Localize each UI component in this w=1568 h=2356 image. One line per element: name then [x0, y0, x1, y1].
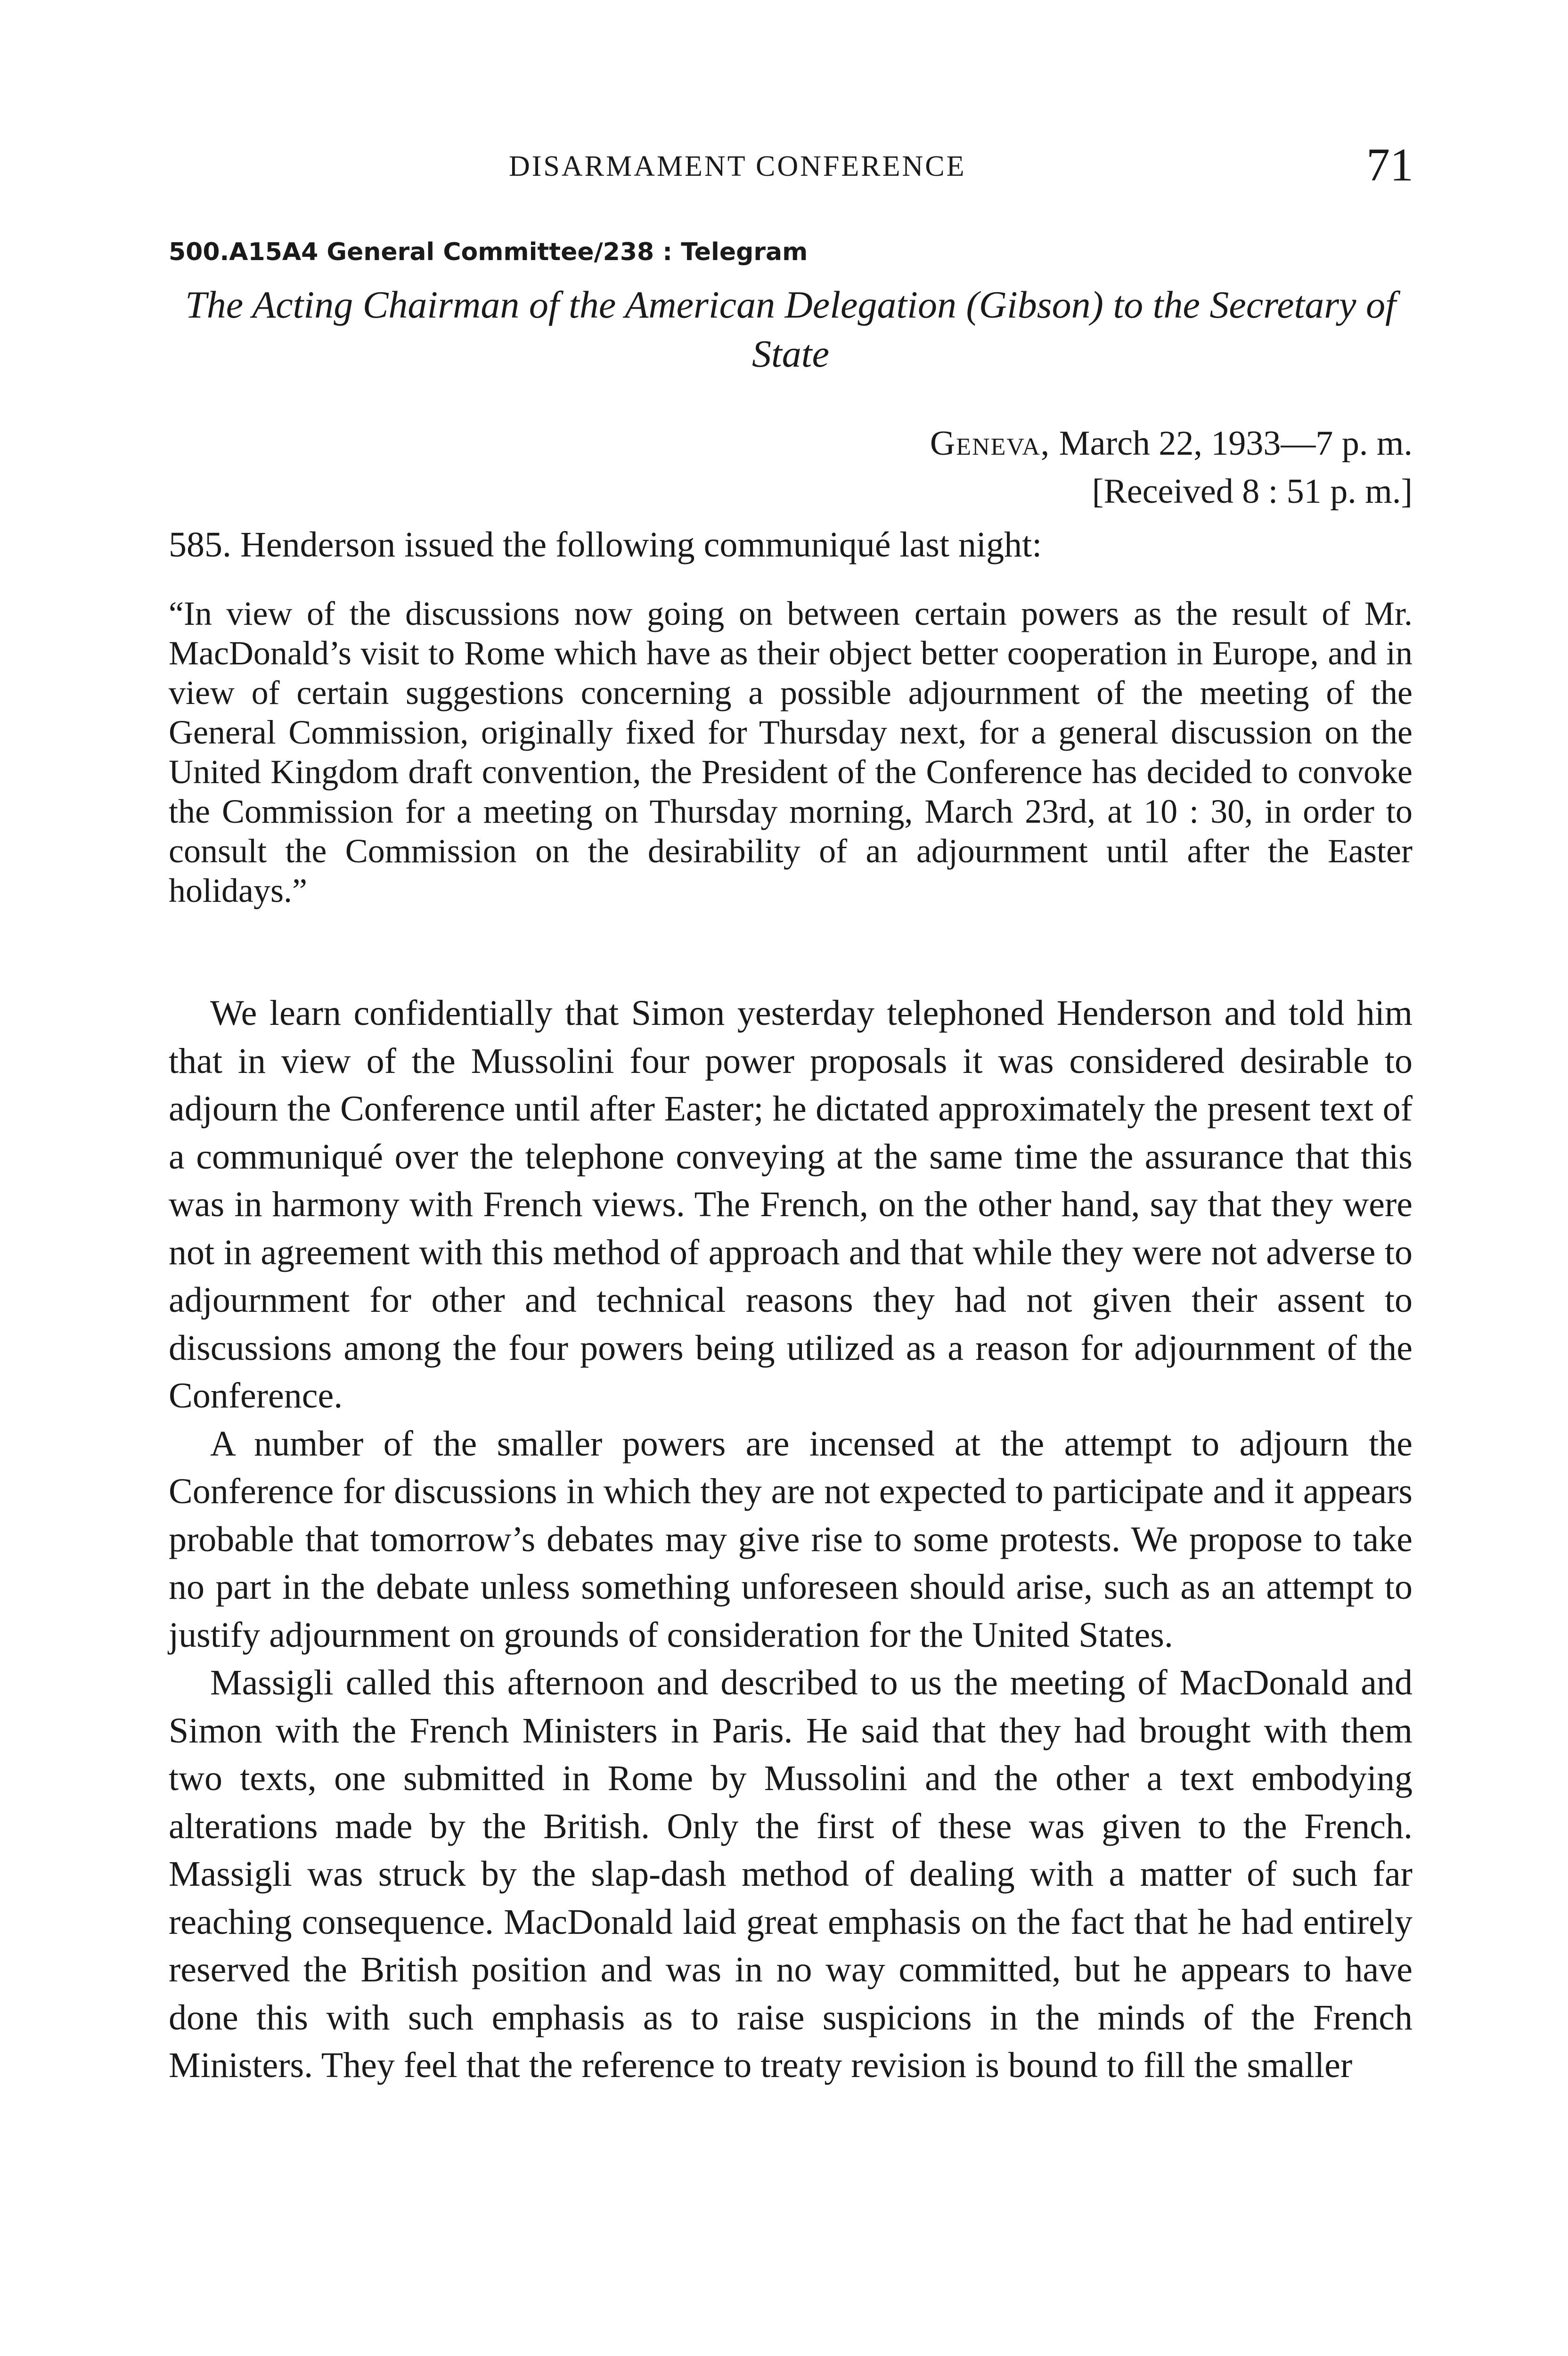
- page-number: 71: [1366, 139, 1413, 191]
- dateline-place: Geneva,: [930, 424, 1051, 463]
- received-line: [Received 8 : 51 p. m.]: [1092, 472, 1413, 511]
- document-title: The Acting Chairman of the American Delegation (Gibson) to the Secretary of State: [185, 283, 1396, 375]
- dateline: [930, 419, 1413, 515]
- paragraph-smaller-powers: A number of the smaller powers are incensed at the attempt to adjourn the Conference for discussions in which they are not expected to participate and it appears probable that tomorrow’s debates may give rise to some protests. We propose to take no part in the debate unless something unforeseen should arise, such as an attempt to justify adjournment on grounds of consideration for the United States.: [169, 1423, 1413, 1655]
- paragraph-585: 585. Henderson issued the following communiqué last night:: [169, 525, 1042, 564]
- dateline-date: March 22, 1933—7 p. m.: [1059, 424, 1413, 463]
- paragraph-massigli: Massigli called this afternoon and described to us the meeting of MacDonald and Simon with the French Ministers in Paris. He said that they had brought with them two texts, one submitted in Rome by Mussolini and the other a text embodying alterations made by the British. Only the first of these was given to the French. Massigli was struck by the slap-dash method of dealing with a matter of such far reaching consequence. MacDonald laid great emphasis on the fact that he had entirely reserved the British position and was in no way committed, but he appears to have done this with such emphasis as to raise suspicions in the minds of the French Ministers. They feel that the reference to treaty revision is bound to fill the smaller: [169, 1663, 1413, 2085]
- telegram-body: [169, 990, 1413, 2090]
- dateline-line: [930, 419, 1413, 467]
- file-reference: 500.A15A4 General Committee/238 : Telegram: [169, 238, 808, 266]
- communique-quote: “In view of the discussions now going on between certain powers as the result of Mr. MacDonald’s visit to Rome which have as their object better cooperation in Europe, and in view of certain suggestions concerning a possible adjournment of the meeting of the General Commission, originally fixed for Thursday next, for a general discussion on the United Kingdom draft convention, the President of the Conference has decided to convoke the Commission for a meeting on Thursday morning, March 23rd, at 10 : 30, in order to consult the Commission on the desirability of an adjournment until after the Easter holidays.”: [169, 595, 1413, 909]
- running-head: DISARMAMENT CONFERENCE: [509, 150, 966, 182]
- paragraph-simon: We learn confidentially that Simon yesterday telephoned Henderson and told him that in view of the Mussolini four power proposals it was considered desirable to adjourn the Conference until after Easter; he dictated approximately the present text of a communiqué over the telephone conveying at the same time the assurance that this was in harmony with French views. The French, on the other hand, say that they were not in agreement with this method of approach and that while they were not adverse to adjournment for other and technical reasons they had not given their assent to discussions among the four powers being utilized as a reason for adjournment of the Conference.: [169, 993, 1413, 1415]
